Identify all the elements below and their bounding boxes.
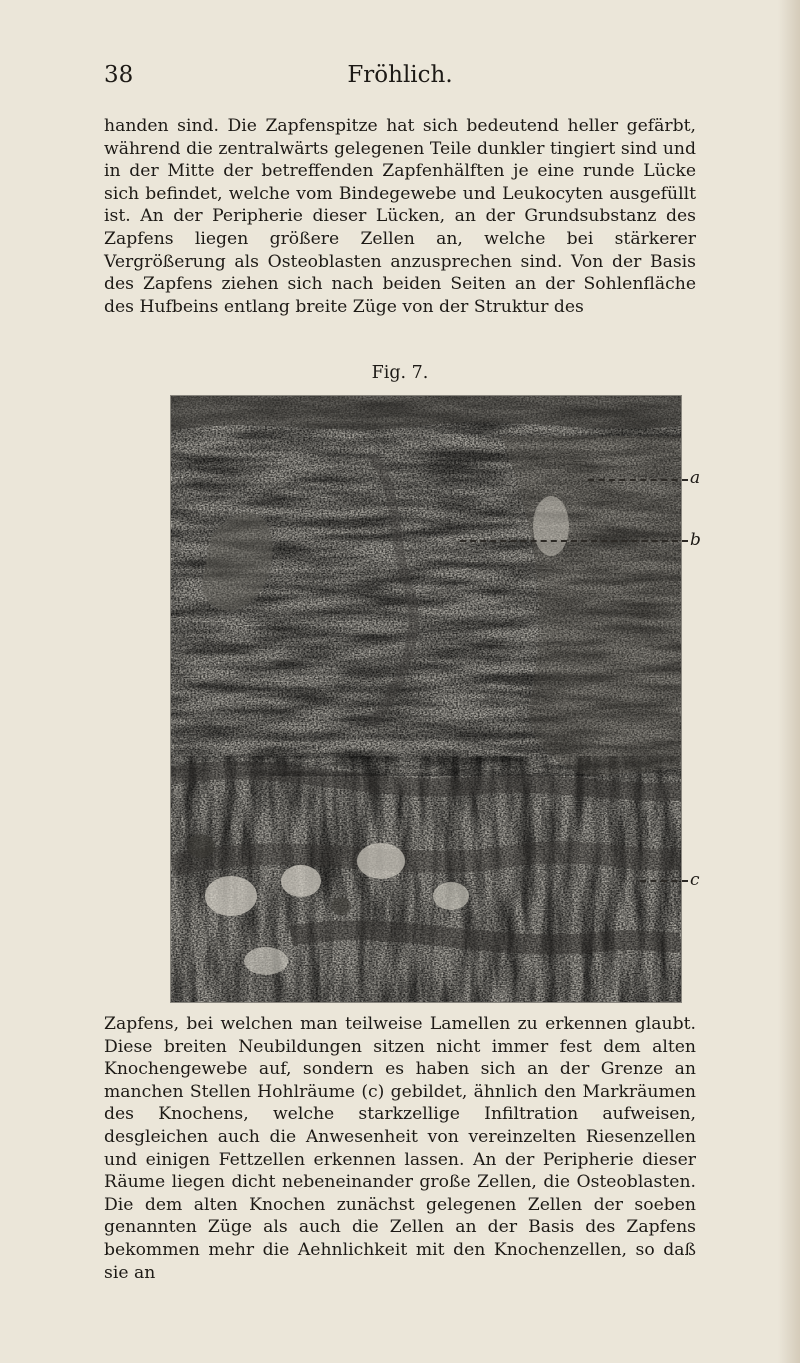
page-header [0,62,800,92]
histology-micrograph [171,396,681,1002]
page-number: 38 [104,62,134,88]
running-title: Fröhlich. [347,62,453,88]
label-c-leader [640,880,688,882]
figure-label-a: a [690,468,701,488]
figure-caption: Fig. 7. [371,363,429,383]
figure-label-b: b [690,530,701,550]
page-edge-shadow [778,0,800,1363]
figure-label-c: c [690,870,700,890]
label-a-leader [588,479,688,481]
body-paragraph-1: handen sind. Die Zapfenspitze hat sich bedeutend heller gefärbt, während die zentralwärts gelegenen Teile dunkler tingiert sind und in der Mitte der betreffenden Zapfenhälften je eine runde Lücke sich befindet, welche vom Bindegewebe und Leukocyten ausgefüllt ist. An der Peripherie dieser Lücken, an der Grundsubstanz des Zapfens liegen größere Zellen an, welche bei stärkerer Vergrößerung als Osteoblasten anzusprechen sind. Von der Basis des Zapfens ziehen sich nach beiden Seiten an der Sohlenfläche des Hufbeins entlang breite Züge von der Struktur des [104,116,696,317]
body-paragraph-2: Zapfens, bei welchen man teilweise Lamellen zu erkennen glaubt. Diese breiten Neubildungen sitzen nicht immer fest dem alten Knochengewebe auf, sondern es haben sich an der Grenze an manchen Stellen Hohlräume (c) gebildet, ähnlich den Markräumen des Knochens, welche starkzellige Infiltration aufweisen, desgleichen auch die Anwesenheit von vereinzelten Riesenzellen und einigen Fettzellen erkennen lassen. An der Peripherie dieser Räume liegen dicht nebeneinander große Zellen, die Osteoblasten. Die dem alten Knochen zunächst gelegenen Zellen der soeben genannten Züge als auch die Zellen an der Basis des Zapfens bekommen mehr die Aehnlichkeit mit den Knochenzellen, so daß sie an [104,1014,696,1283]
label-b-leader [460,540,688,542]
